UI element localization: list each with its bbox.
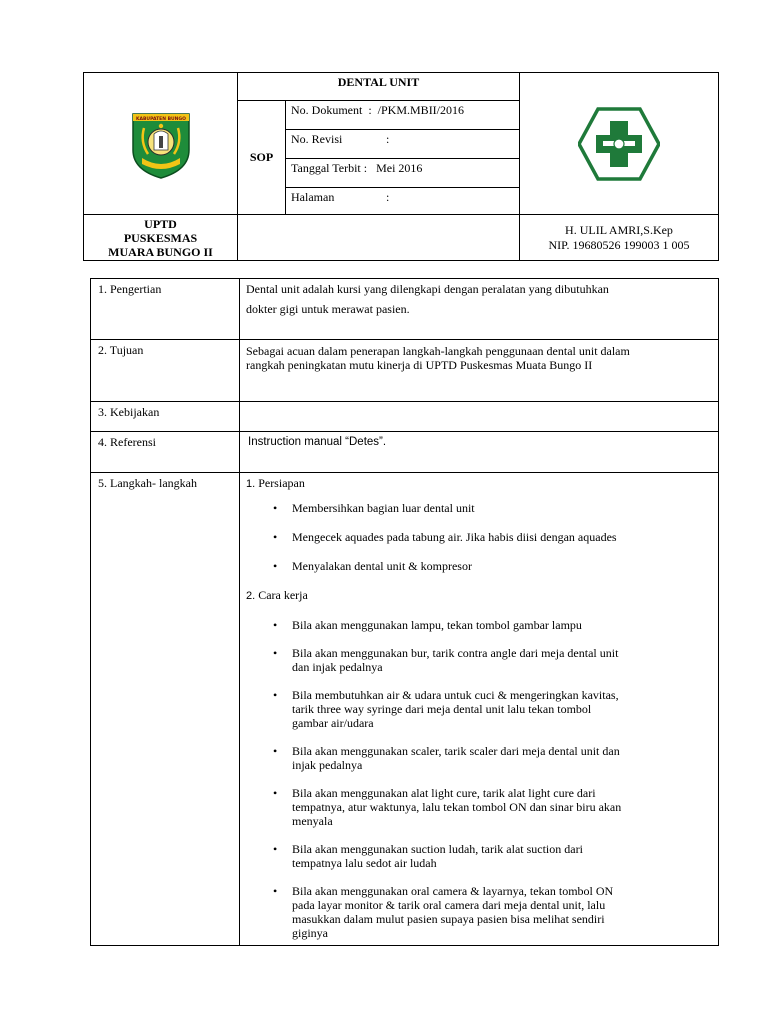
list-item: • Bila akan menggunakan alat light cure, tarik alat light cure dari tempatnya, atur waktunya, lalu tekan tombol ON dan sinar biru akan menyala <box>246 786 712 828</box>
left-logo-cell <box>84 73 238 215</box>
meta-label: Halaman <box>291 190 335 204</box>
step-number: 2. <box>246 590 256 602</box>
step-title: Cara kerja <box>258 588 308 602</box>
list-item: • Bila akan menggunakan oral camera & layarnya, tekan tombol ON pada layar monitor & tarik oral camera dari meja dental unit, lalu masukkan dalam mulut pasien supaya pasien bisa melihat sendiri giginya <box>246 884 712 940</box>
meta-sep: : <box>368 103 372 117</box>
list-item: • Menyalakan dental unit & kompresor <box>246 559 712 573</box>
meta-label: No. Revisi <box>291 132 343 146</box>
org-line: MUARA BUNGO II <box>108 244 213 259</box>
step-1-list <box>246 501 712 573</box>
meta-sep: : <box>363 161 368 175</box>
meta-tanggal-terbit <box>286 159 520 188</box>
row-label: 2. Tujuan <box>91 340 240 402</box>
content-line: rangkah peningkatan mutu kinerja di UPTD Puskesmas Muata Bungo II <box>246 358 593 372</box>
meta-value: Mei 2016 <box>376 161 423 175</box>
organization-name <box>84 215 238 261</box>
sop-content-table <box>90 278 719 946</box>
meta-label: Tanggal Terbit <box>291 161 361 175</box>
list-item: • Bila akan menggunakan suction ludah, tarik alat suction dari tempatnya lalu sedot air ludah <box>246 842 712 870</box>
sop-header-table <box>83 72 719 261</box>
row-label: 1. Pengertian <box>91 279 240 340</box>
step-title: Persiapan <box>258 476 305 490</box>
puskesmas-cross-icon <box>578 107 660 181</box>
table-row <box>91 432 719 473</box>
meta-no-revisi <box>286 130 520 159</box>
meta-label: No. Dokument <box>291 103 363 117</box>
list-item: • Bila akan menggunakan lampu, tekan tombol gambar lampu <box>246 618 712 632</box>
list-item: • Mengecek aquades pada tabung air. Jika habis diisi dengan aquades <box>246 530 712 544</box>
list-item: • Bila akan menggunakan scaler, tarik scaler dari meja dental unit dan injak pedalnya <box>246 744 712 772</box>
content-line: dokter gigi untuk merawat pasien. <box>246 302 410 316</box>
steps-content <box>240 473 719 946</box>
table-row <box>91 340 719 402</box>
step-heading <box>246 476 712 492</box>
row-content <box>240 402 719 432</box>
row-content: Instruction manual “Detes”. <box>240 432 719 473</box>
content-line: Sebagai acuan dalam penerapan langkah-langkah penggunaan dental unit dalam <box>246 344 630 358</box>
org-line: PUSKESMAS <box>123 230 198 245</box>
row-content <box>240 279 719 340</box>
list-item: • Membersihkan bagian luar dental unit <box>246 501 712 515</box>
right-logo-cell <box>520 73 719 215</box>
step-2-list <box>246 618 712 940</box>
meta-halaman <box>286 188 520 215</box>
row-content <box>240 340 719 402</box>
signer-nip: NIP. 19680526 199003 1 005 <box>548 237 690 252</box>
signer-name: H. ULIL AMRI,S.Kep <box>565 222 673 237</box>
table-row <box>91 473 719 946</box>
empty-cell <box>238 215 520 261</box>
regency-emblem-icon <box>130 108 192 180</box>
table-row <box>91 279 719 340</box>
content-line: Dental unit adalah kursi yang dilengkapi dengan peralatan yang dibutuhkan <box>246 282 609 296</box>
document-title: DENTAL UNIT <box>238 73 520 101</box>
list-item: • Bila membutuhkan air & udara untuk cuci & mengeringkan kavitas, tarik three way syringe dari meja dental unit lalu tekan tombol gambar air/udara <box>246 688 712 730</box>
meta-value: /PKM.MBII/2016 <box>377 103 465 117</box>
row-label: 5. Langkah- langkah <box>91 473 240 946</box>
table-row <box>91 402 719 432</box>
sop-label: SOP <box>238 101 286 215</box>
row-label: 4. Referensi <box>91 432 240 473</box>
org-line: UPTD <box>144 216 177 231</box>
emblem-caption: KABUPATEN BUNGO <box>135 116 186 122</box>
meta-no-dokument <box>286 101 520 130</box>
step-heading <box>246 588 712 604</box>
step-number: 1. <box>246 478 256 490</box>
row-label: 3. Kebijakan <box>91 402 240 432</box>
list-item: • Bila akan menggunakan bur, tarik contra angle dari meja dental unit dan injak pedalnya <box>246 646 712 674</box>
meta-sep: : <box>386 132 390 146</box>
meta-sep: : <box>386 190 390 204</box>
signer-cell <box>520 215 719 261</box>
